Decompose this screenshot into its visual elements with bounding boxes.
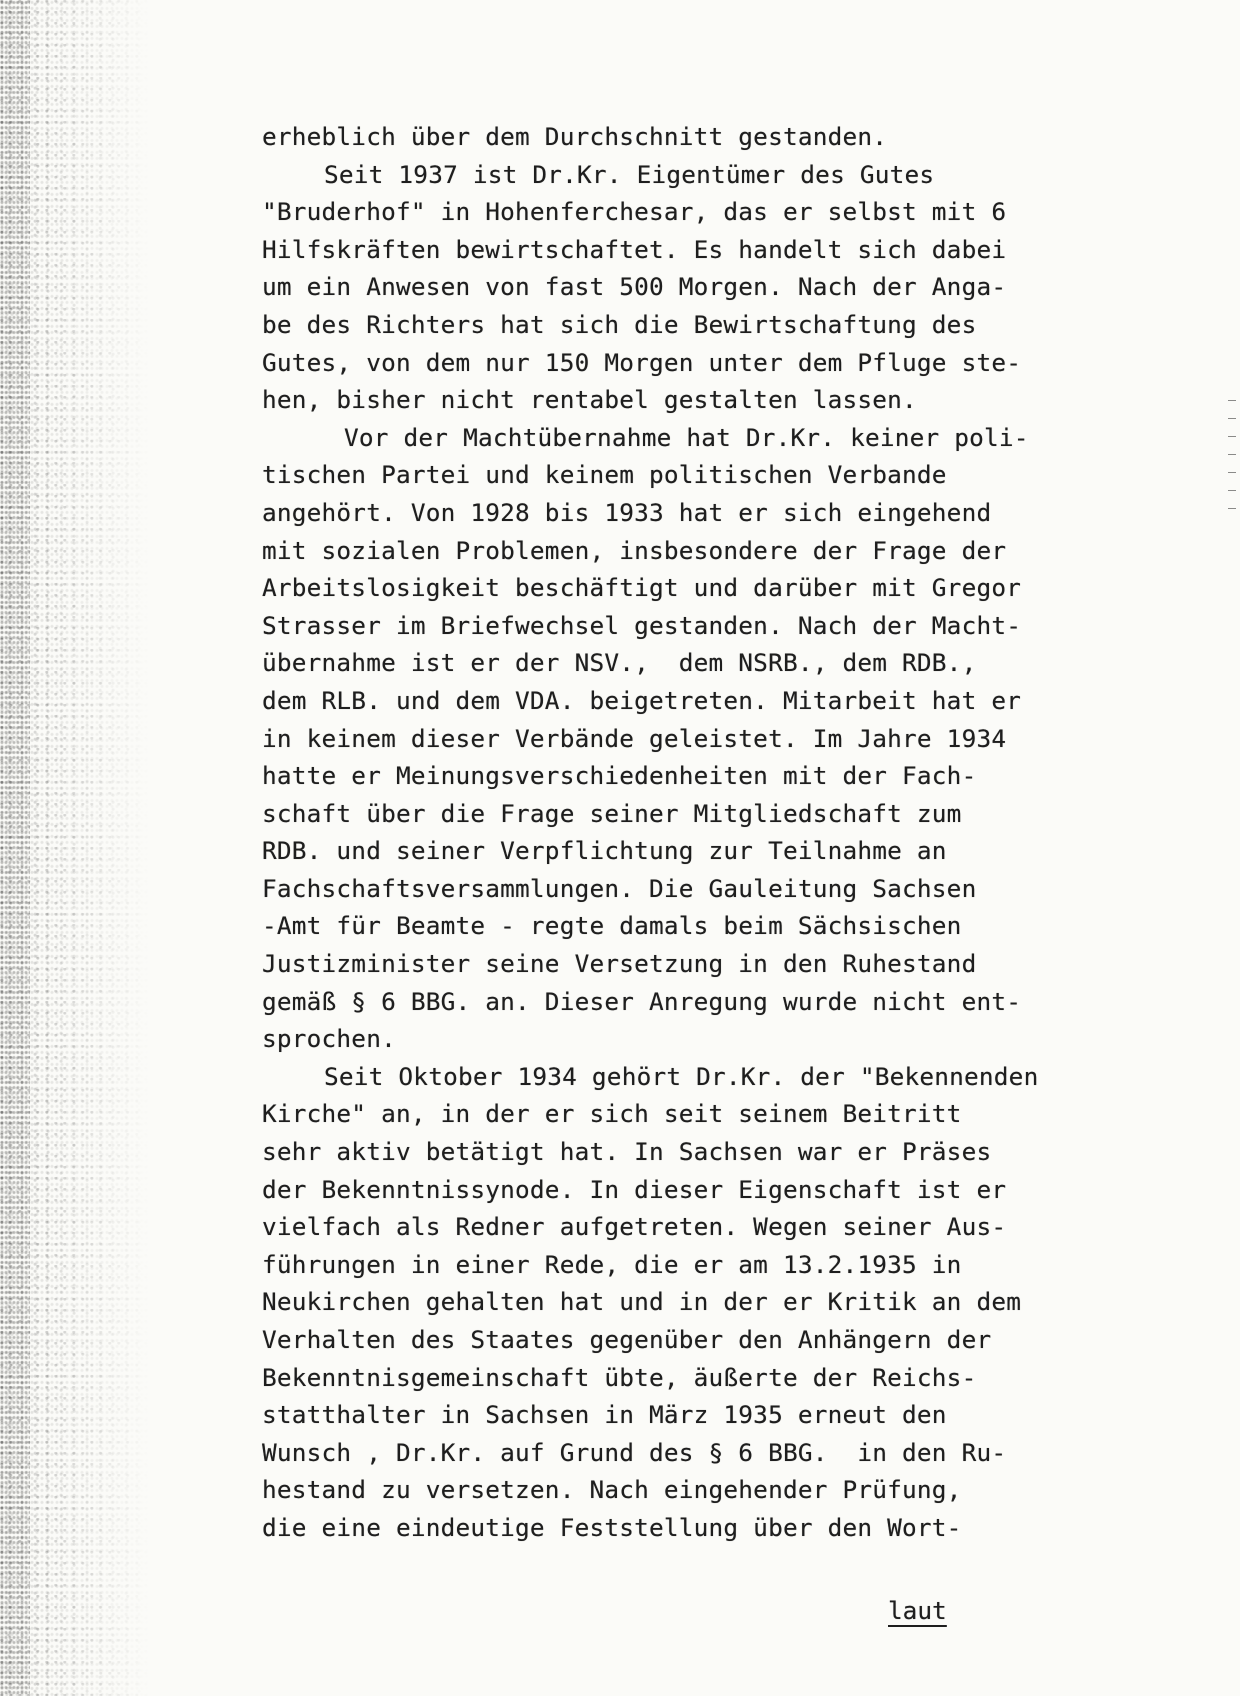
- text-line: tischen Partei und keinem politischen Verbande: [262, 460, 947, 490]
- text-line: Fachschaftsversammlungen. Die Gauleitung Sachsen: [262, 873, 977, 903]
- text-line: führungen in einer Rede, die er am 13.2.1935 in: [262, 1249, 962, 1279]
- text-line: Kirche" an, in der er sich seit seinem Beitritt: [262, 1099, 962, 1129]
- text-line: sehr aktiv betätigt hat. In Sachsen war er Präses: [262, 1137, 992, 1167]
- text-line: gemäß § 6 BBG. an. Dieser Anregung wurde nicht ent-: [262, 986, 1022, 1016]
- text-line: schaft über die Frage seiner Mitgliedschaft zum: [262, 798, 962, 828]
- text-line: übernahme ist er der NSV., dem NSRB., dem RDB.,: [262, 648, 977, 678]
- text-line: -Amt für Beamte - regte damals beim Sächsischen: [262, 911, 962, 941]
- typed-text-body: [262, 118, 1112, 1547]
- text-line: die eine eindeutige Feststellung über den Wort-: [262, 1512, 962, 1542]
- text-line: Arbeitslosigkeit beschäftigt und darüber mit Gregor: [262, 573, 1022, 603]
- text-line: vielfach als Redner aufgetreten. Wegen seiner Aus-: [262, 1212, 1007, 1242]
- text-line: der Bekenntnissynode. In dieser Eigenschaft ist er: [262, 1174, 1007, 1204]
- text-line: in keinem dieser Verbände geleistet. Im Jahre 1934: [262, 723, 1007, 753]
- text-line: Seit 1937 ist Dr.Kr. Eigentümer des Gutes: [324, 159, 935, 189]
- text-line: erheblich über dem Durchschnitt gestanden.: [262, 122, 888, 151]
- text-line: Verhalten des Staates gegenüber den Anhängern der: [262, 1325, 992, 1354]
- text-line: statthalter in Sachsen in März 1935 erneut den: [262, 1400, 947, 1430]
- text-line: sprochen.: [262, 1024, 396, 1054]
- text-line: um ein Anwesen von fast 500 Morgen. Nach der Anga-: [262, 272, 1007, 302]
- text-line: angehört. Von 1928 bis 1933 hat er sich eingehend: [262, 497, 992, 527]
- text-line: hen, bisher nicht rentabel gestalten lassen.: [262, 385, 917, 415]
- text-line: RDB. und seiner Verpflichtung zur Teilnahme an: [262, 836, 947, 866]
- text-line: hatte er Meinungsverschiedenheiten mit der Fach-: [262, 761, 977, 791]
- margin-marks: [1228, 400, 1236, 520]
- text-line: dem RLB. und dem VDA. beigetreten. Mitarbeit hat er: [262, 685, 1022, 715]
- text-line: Seit Oktober 1934 gehört Dr.Kr. der "Bekennenden: [324, 1061, 1039, 1091]
- text-line: Neukirchen gehalten hat und in der er Kritik an dem: [262, 1287, 1022, 1317]
- catchword: laut: [888, 1596, 947, 1625]
- text-line: mit sozialen Problemen, insbesondere der Frage der: [262, 535, 1007, 565]
- text-line: be des Richters hat sich die Bewirtschaftung des: [262, 309, 977, 339]
- text-line: Gutes, von dem nur 150 Morgen unter dem Pfluge ste-: [262, 347, 1022, 377]
- text-line: Vor der Machtübernahme hat Dr.Kr. keiner poli-: [344, 422, 1029, 452]
- text-line: hestand zu versetzen. Nach eingehender Prüfung,: [262, 1475, 962, 1505]
- text-line: Hilfskräften bewirtschaftet. Es handelt sich dabei: [262, 234, 1007, 264]
- scan-edge-dark-border: [0, 0, 30, 1696]
- text-line: Strasser im Briefwechsel gestanden. Nach der Macht-: [262, 610, 1022, 640]
- text-line: Justizminister seine Versetzung in den Ruhestand: [262, 949, 977, 979]
- text-line: "Bruderhof" in Hohenferchesar, das er selbst mit 6: [262, 197, 1007, 227]
- text-line: Wunsch , Dr.Kr. auf Grund des § 6 BBG. in den Ru-: [262, 1437, 1007, 1467]
- text-line: Bekenntnisgemeinschaft übte, äußerte der Reichs-: [262, 1362, 977, 1392]
